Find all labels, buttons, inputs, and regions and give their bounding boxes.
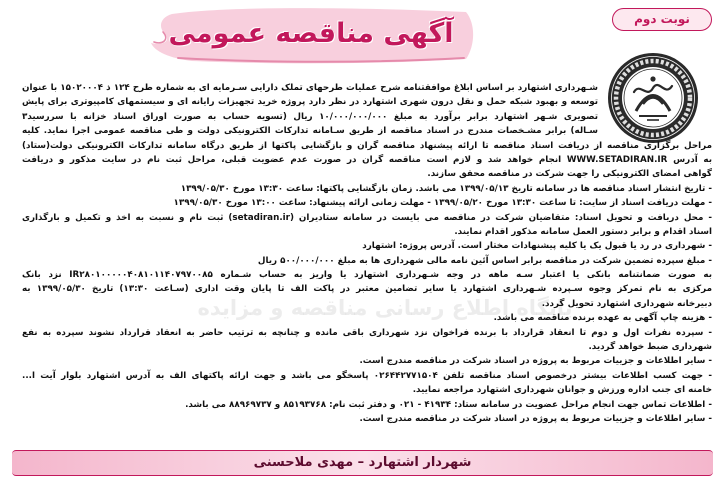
bid-bond-line: به صورت ضمانتنامه بانکی یا اعتبار سـه ماهه در وجه شـهرداری اشتهارد یا واریز به حساب شـماره IR۲۸۰۱۰۰۰۰۰۴۰۸۱۰۱۱۴۰۷۹۷۰۰۸۵ نزد بانک	[22, 270, 712, 281]
contact-address-line: - جهت کسب اطلاعات بیشتر درخصوص اسناد مناقصه تلفن ۰۲۶۴۴۲۷۷۱۵۰۴ پاسخگو می باشد و جهت ارائه پاکتهای الف به آدرس اشتهارد بلوار آیت ا...	[22, 370, 712, 381]
intro-paragraph-line: تصویری شـهر اشتهارد برابر برآورد به مبلغ ۱۰/۰۰۰/۰۰۰/۰۰۰ ریال (تسویه حساب به صورت اوراق اسناد خزانه با سررسید۳	[22, 111, 598, 122]
intro-paragraph-line: توسعه و بهبود شبکه حمل و نقل درون شهری اشتهارد در نظر دارد پروژه خرید تجهیزات رایانه ای و سیستمهای کامپیوتری برای پایش	[22, 97, 598, 108]
ad-cost-line: - هزینه چاپ آگهی به عهده برنده مناقصه می باشد.	[493, 313, 712, 324]
intro-paragraph-line: مراحل برگزاری مناقصه از دریافت اسناد مناقصه تا ارائه پیشنهاد مناقصه گران و بازگشایی پاکتها از طریق درگاه سامانه تدارکات الکترونیکی دولت(ستاد)	[22, 140, 712, 151]
announcement-body	[22, 81, 712, 426]
setad-contact-line: - اطلاعات تماس جهت انجام مراحل عضویت در سامانه ستاد: ۴۱۹۳۴ - ۰۲۱ و دفتر ثبت نام: ۸۵۱۹۳۷۶۸ و ۸۸۹۶۹۷۳۷ می باشد.	[185, 399, 712, 410]
deposit-forfeit-line: شهرداری ضبط خواهد گردید.	[588, 342, 712, 353]
bid-bond-line: مرکزی به نام تمرکز وجوه سـپرده شـهرداری اشتهارد یا سایر تضامین معتبر در پاکت الف تا پایان وقت اداری (سـاعت ۱۳:۳۰) تاریخ ۱۳۹۹/۰۵/۳۰ به	[22, 284, 712, 295]
publish-and-opening-dates-line: - تاریخ انتشار اسناد مناقصه ها در سامانه تاریخ ۱۳۹۹/۰۵/۱۳ می باشد. زمان بازگشایی پاکتها: ساعت ۱۳:۳۰ مورخ ۱۳۹۹/۰۵/۳۰	[180, 183, 712, 194]
bid-bond-line: - مبلغ سپرده تضمین شرکت در مناقصه برابر اساس آئین نامه مالی شهرداری ها به مبلغ ۵۰۰/۰۰۰/۰۰۰ ریال	[257, 255, 712, 266]
round-badge: نوبت دوم	[612, 8, 712, 31]
intro-paragraph-line: سـاله) برابر مشـخصات مندرج در اسناد مناقصه از طریق سـامانه تدارکات الکترونیکی دولت و طی مناقصه عمومی اجرا نماید. کلیه	[22, 126, 598, 137]
bid-bond-line: دبیرخانه شهرداری اشتهارد تحویل گردد.	[541, 298, 712, 309]
announcement-title: آگهی مناقصه عمومی	[168, 18, 454, 49]
intro-paragraph-line: گواهی امضای الکترونیکی را جهت شرکت در مناقصه محقق سازند.	[427, 169, 712, 180]
deadlines-line: - مهلت دریافت اسناد از سایت: تا ساعت ۱۳:۳۰ مورخ ۱۳۹۹/۰۵/۲۰ - مهلت زمانی ارائه پیشنهاد: ساعت ۱۳:۰۰ مورخ ۱۳۹۹/۰۵/۳۰	[173, 198, 712, 209]
intro-paragraph-line: به آدرس WWW.SETADIRAN.IR انجام خواهد شد و لازم است مناقصه گران در صورت عدم عضویت قبلی، مراحل ثبت نام در سایت مذکور و دریافت	[22, 154, 712, 165]
mayor-signature: شهردار اشتهارد – مهدی ملاحسنی	[253, 455, 472, 470]
watermark-text: پایگاه اطلاع رسانی مناقصه و مزایده	[197, 296, 573, 320]
rights-and-project-address-line: - شهرداری در رد یا قبول یک یا کلیه پیشنهادات مختار است. آدرس پروژه: اشتهارد	[362, 241, 712, 252]
document-submission-line: - محل دریافت و تحویل اسناد: متقاضیان شرکت در مناقصه می بایست در سامانه ستادیران (setadiran.ir) ثبت نام و نسبت به اخذ و تکمیل و بارگذاری	[22, 212, 712, 223]
other-info-line: - سایر اطلاعات و جزییات مربوط به پروژه در اسناد شرکت در مناقصه مندرج است.	[359, 356, 712, 367]
intro-paragraph-line: شـهرداری اشتهارد بر اساس ابلاغ موافقتنامه شرح عملیات طرحهای تملک دارایی سـرمایه ای به شماره طرح ۱۲۴ ذ ۱۵۰۲۰۰۰۴ با عنوان	[22, 83, 598, 93]
deposit-forfeit-line: - سپرده نفرات اول و دوم تا انعقاد قرارداد با برنده فراخوان نزد شهرداری باقی مانده و چنانچه به ترتیب حاضر به انعقاد قرارداد نشوند سپرده به نفع	[22, 327, 712, 338]
document-submission-line: اسناد اقدام و برابر دستور العمل سامانه مذکور اقدام نمایند.	[454, 226, 712, 237]
contact-address-line: خامنه ای جنب اداره ورزش و جوانان شهرداری اشتهارد مراجعه نمایید.	[412, 385, 712, 396]
other-info-line: - سایر اطلاعات و جزییات مربوط به پروژه در اسناد شرکت در مناقصه مندرج است.	[359, 413, 712, 424]
